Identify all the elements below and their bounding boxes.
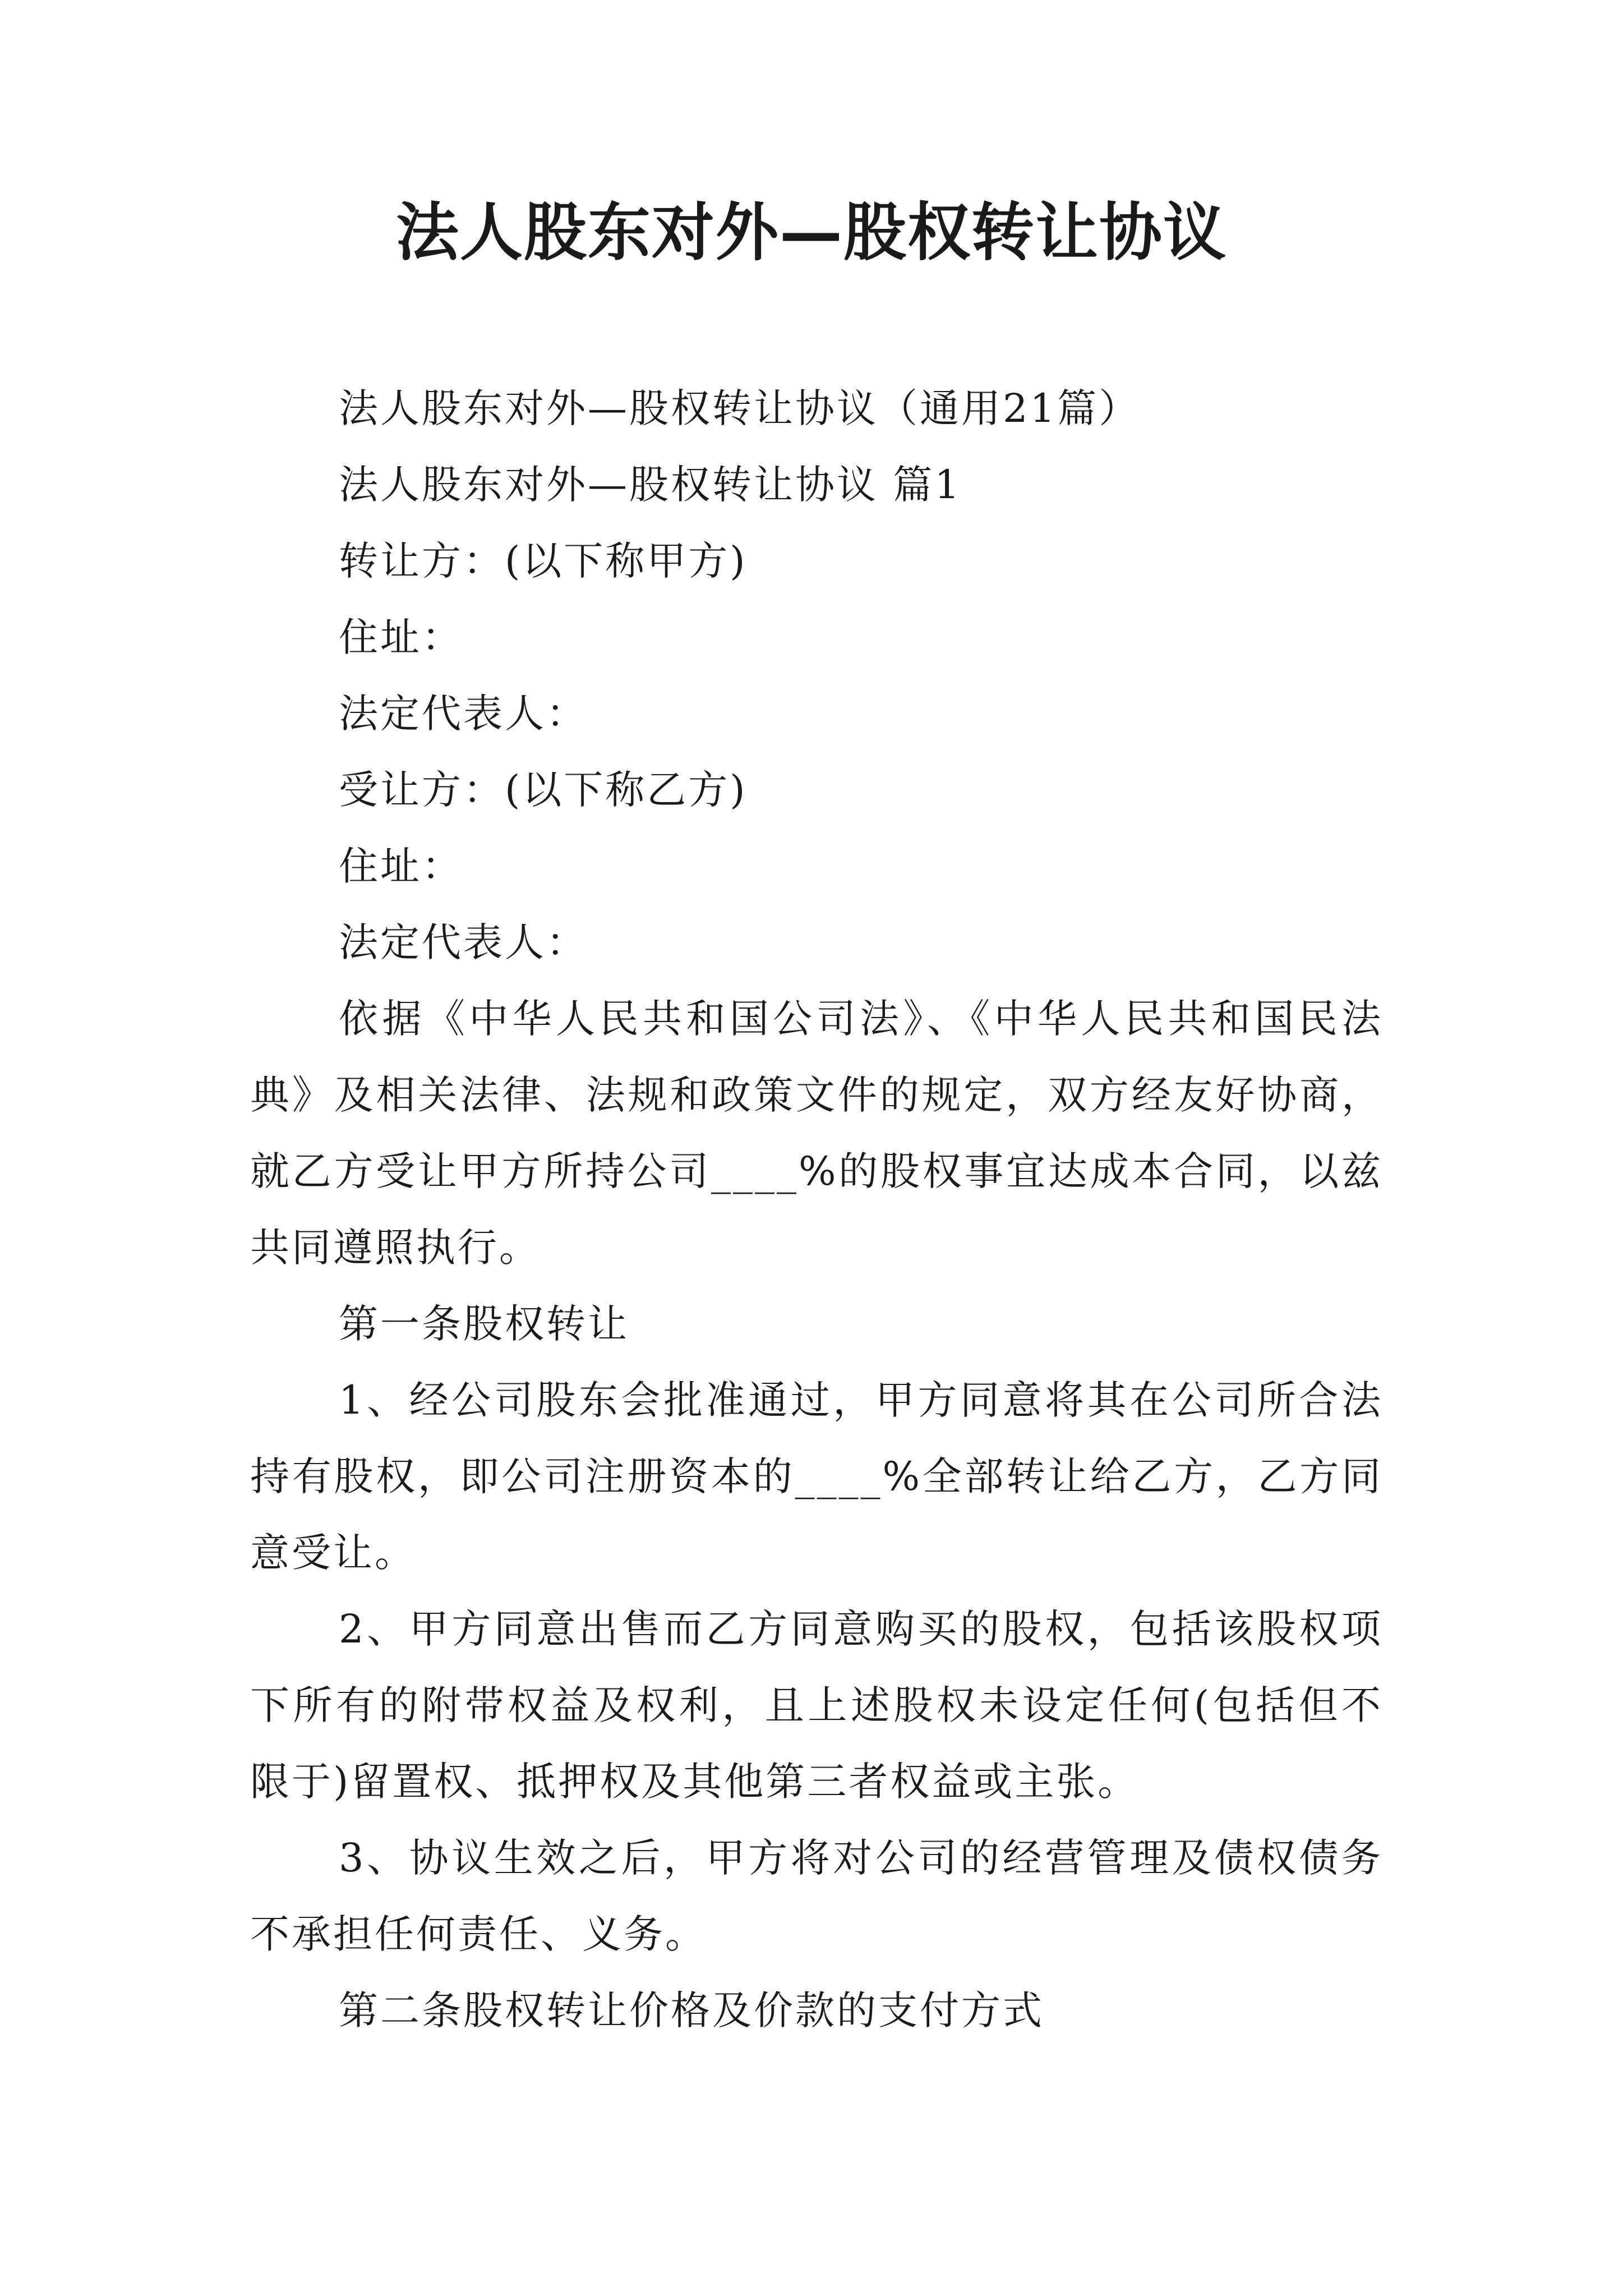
- transferee-representative-line: 法定代表人：: [339, 919, 588, 965]
- subtitle-paragraph: 法人股东对外—股权转让协议（通用21篇）: [339, 385, 1141, 431]
- article-1-clause-1: 1、经公司股东会批准通过，甲方同意将其在公司所合法持有股权，即公司注册资本的____%全部转让给乙方，乙方同意受让。: [250, 1377, 1383, 1576]
- article-1-heading: 第一条股权转让: [339, 1301, 629, 1347]
- document-title: 法人股东对外—股权转让协议: [396, 196, 1227, 269]
- transferor-address-line: 住址：: [339, 614, 463, 660]
- document-body: [250, 370, 1383, 2049]
- transferee-line: 受让方：(以下称乙方): [339, 767, 748, 813]
- chapter-heading: 法人股东对外—股权转让协议 篇1: [339, 462, 962, 508]
- transferee-address-line: 住址：: [339, 843, 463, 889]
- article-1-clause-3: 3、协议生效之后，甲方将对公司的经营管理及债权债务不承担任何责任、义务。: [250, 1835, 1383, 1957]
- transferor-representative-line: 法定代表人：: [339, 691, 588, 737]
- article-2-heading: 第二条股权转让价格及价款的支付方式: [339, 1987, 1044, 2033]
- preamble-paragraph: 依据《中华人民共和国公司法》、《中华人民共和国民法典》及相关法律、法规和政策文件的规定，双方经友好协商，就乙方受让甲方所持公司____%的股权事宜达成本合同，以兹共同遵照执行。: [250, 996, 1383, 1271]
- article-1-clause-2: 2、甲方同意出售而乙方同意购买的股权，包括该股权项下所有的附带权益及权利，且上述股权未设定任何(包括但不限于)留置权、抵押权及其他第三者权益或主张。: [250, 1606, 1383, 1805]
- transferor-line: 转让方：(以下称甲方): [339, 538, 748, 584]
